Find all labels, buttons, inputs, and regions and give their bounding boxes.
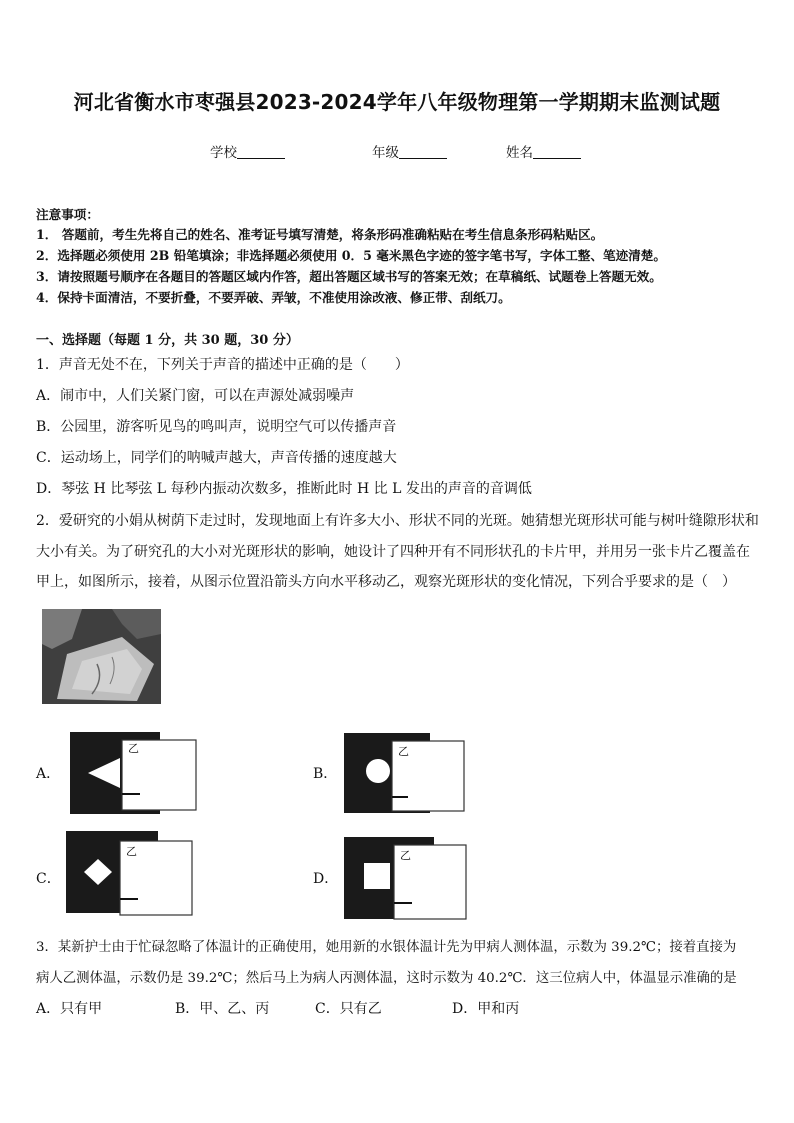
grade-label: 年级 — [372, 145, 399, 161]
square-hole — [364, 863, 390, 889]
q3-option-d: D．甲和丙 — [452, 1001, 520, 1017]
section-heading: 一、选择题（每题 1 分，共 30 题，30 分） — [36, 333, 299, 348]
card-yi-label: 乙 — [400, 849, 411, 862]
q3-option-a: A．只有甲 — [36, 1001, 103, 1017]
q2-option-a-label: A． — [36, 766, 61, 782]
notes-heading: 注意事项： — [36, 207, 99, 222]
q3-option-b: B．甲、乙、丙 — [175, 1001, 270, 1017]
school-label: 学校 — [210, 145, 237, 161]
card-yi-label: 乙 — [128, 742, 139, 755]
circle-hole — [366, 759, 390, 783]
name-blank[interactable] — [533, 144, 581, 159]
q3-line: 3．某新护士由于忙碌忽略了体温计的正确使用，她用新的水银体温计先为甲病人测体温，示数为 39.2℃；接着直接为 — [36, 940, 737, 955]
card-yi-label: 乙 — [398, 745, 409, 758]
school-field — [210, 141, 285, 161]
grade-field — [372, 141, 447, 161]
q3-option-c: C．只有乙 — [315, 1001, 382, 1017]
page-title: 河北省衡水市枣强县2023-2024学年八年级物理第一学期期末监测试题 — [73, 90, 721, 114]
q2-option-c-label: C． — [36, 871, 61, 887]
q1-option-a: A．闹市中，人们关紧门窗，可以在声源处减弱噪声 — [36, 388, 355, 404]
card-yi-label: 乙 — [126, 845, 137, 858]
q3-line: 病人乙测体温，示数仍是 39.2℃；然后马上为病人丙测体温，这时示数为 40.2℃．这三位病人中，体温显示准确的是 — [36, 971, 737, 986]
q2-option-a-figure — [70, 732, 200, 818]
name-label: 姓名 — [506, 145, 533, 161]
q1-option-b: B．公园里，游客听见鸟的鸣叫声，说明空气可以传播声音 — [36, 419, 397, 435]
q2-line: 甲上，如图所示，接着，从图示位置沿箭头方向水平移动乙，观察光斑形状的变化情况，下列合乎要求的是（ ） — [36, 574, 736, 590]
note-item: 1． 答题前，考生先将自己的姓名、准考证号填写清楚，将条形码准确粘贴在考生信息条形码粘贴区。 — [36, 227, 604, 242]
name-field — [506, 141, 581, 161]
grade-blank[interactable] — [399, 144, 447, 159]
q2-option-b-label: B． — [313, 766, 338, 782]
note-item: 2．选择题必须使用 2B 铅笔填涂；非选择题必须使用 0．5 毫米黑色字迹的签字笔书写，字体工整、笔迹清楚。 — [36, 248, 666, 263]
q2-line: 大小有关。为了研究孔的大小对光斑形状的影响，她设计了四种开有不同形状孔的卡片甲，并用另一张卡片乙覆盖在 — [36, 544, 750, 560]
note-item: 4．保持卡面清洁，不要折叠，不要弄破、弄皱，不准使用涂改液、修正带、刮纸刀。 — [36, 290, 511, 305]
q1-option-c: C．运动场上，同学们的呐喊声越大，声音传播的速度越大 — [36, 450, 397, 466]
q2-option-d-label: D． — [313, 871, 339, 887]
note-item: 3．请按照题号顺序在各题目的答题区域内作答，超出答题区域书写的答案无效；在草稿纸、试题卷上答题无效。 — [36, 269, 662, 284]
school-blank[interactable] — [237, 144, 285, 159]
q1-stem: 1．声音无处不在，下列关于声音的描述中正确的是（ ） — [36, 357, 409, 373]
leaf-shadow-photo — [42, 609, 161, 704]
q2-option-d-figure — [344, 837, 470, 925]
q2-option-b-figure — [344, 733, 468, 819]
q2-option-c-figure — [66, 831, 196, 923]
q2-line: 2．爱研究的小娟从树荫下走过时，发现地面上有许多大小、形状不同的光斑。她猜想光斑形状可能与树叶缝隙形状和 — [36, 513, 759, 529]
q1-option-d: D．琴弦 H 比琴弦 L 每秒内振动次数多，推断此时 H 比 L 发出的声音的音调低 — [36, 481, 532, 497]
